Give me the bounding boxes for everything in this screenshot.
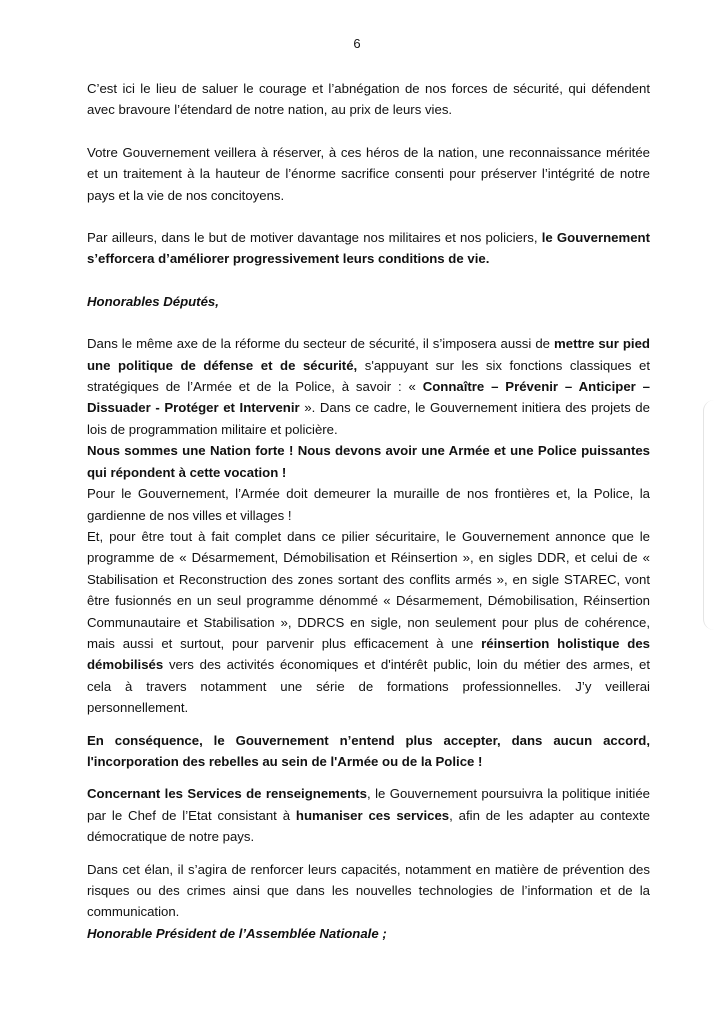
paragraph-living-conditions (87, 227, 650, 270)
paragraph-capacity-building: Dans cet élan, il s’agira de renforcer leurs capacités, notamment en matière de prévention des risques ou des crimes ainsi que dans les nouvelles technologies de l’information et de la communication. (87, 861, 650, 920)
document-body (87, 78, 650, 944)
paragraph-intelligence-services (87, 783, 650, 847)
paragraph-no-rebel-incorporation (87, 730, 650, 773)
heading-honorables-deputes (87, 291, 650, 312)
heading-text: Honorable Président de l’Assemblée Nationale ; (87, 925, 387, 941)
text-segment: , le Gouvernement poursuivra la politique initiée par le Chef de l’Etat consistant à (87, 786, 651, 823)
text-segment: vers des activités économiques et d'intérêt public, loin du métier des armes, et cela à travers notamment une série de formations professionnelles. J’y veillerai personnellement. (87, 657, 650, 716)
paragraph-heroes-recognition: Votre Gouvernement veillera à réserver, à ces héros de la nation, une reconnaissance méritée et un traitement à la hauteur de l’énorme sacrifice consenti pour préserver l’intégrité de notre pays et la vie de nos concitoyens. (87, 144, 650, 203)
bold-segment: le Gouvernement s’efforcera d’améliorer progressivement leurs conditions de vie. (87, 230, 650, 267)
paragraph-strong-nation (87, 440, 650, 483)
bold-segment: humaniser ces services (295, 807, 450, 823)
bold-segment: réinsertion holistique des démobilisés (87, 635, 650, 673)
paragraph-army-wall: Pour le Gouvernement, l’Armée doit demeurer la muraille de nos frontières et, la Police, la gardienne de nos villes et villages ! (87, 486, 650, 523)
bold-segment: Connaître – Prévenir – Anticiper – Dissuader - Protéger et Intervenir (87, 379, 650, 416)
page-edge-shadow (703, 400, 714, 630)
paragraph-ddrcs-program (87, 526, 650, 719)
text-segment: Par ailleurs, dans le but de motiver davantage nos militaires et nos policiers, (87, 230, 542, 246)
bold-segment: En conséquence, le Gouvernement n’entend plus accepter, dans aucun accord, l'incorporation des rebelles au sein de l'Armée ou de la Police ! (87, 732, 650, 769)
text-segment: ». Dans ce cadre, le Gouvernement initiera des projets de lois de programmation militaire et policière. (87, 400, 650, 437)
text-segment: Dans le même axe de la réforme du secteur de sécurité, il s’imposera aussi de (87, 336, 555, 352)
bold-segment: Nous sommes une Nation forte ! Nous devons avoir une Armée et une Police puissantes qui répondent à cette vocation ! (87, 443, 650, 480)
paragraph-forces-salute: C’est ici le lieu de saluer le courage et l’abnégation de nos forces de sécurité, qui défendent avec bravoure l’étendard de notre nation, au prix de leurs vies. (87, 81, 650, 118)
text-segment: , afin de les adapter au contexte démocratique de notre pays. (87, 807, 650, 845)
page-number: 6 (353, 36, 361, 51)
paragraph-defense-policy (87, 333, 650, 440)
text-segment: Et, pour être tout à fait complet dans ce pilier sécuritaire, le Gouvernement annonce que le programme de « Désarmement, Démobilisation et Réinsertion », en sigles DDR, et celui de « Stabilisation et Reconstruction des zones sortant des conflits armés », en sigle STAREC, vont être fusionnés en un seul programme dénommé « Désarmement, Démobilisation, Réinsertion Communautaire et Stabilisation », DDRCS en sigle, non seulement pour plus de cohérence, mais aussi et surtout, pour parvenir plus efficacement à une (87, 528, 650, 651)
bold-segment: mettre sur pied une politique de défense et de sécurité, (87, 336, 650, 373)
bold-segment: Concernant les Services de renseignements (87, 786, 368, 802)
heading-assembly-president (87, 923, 650, 944)
heading-text: Honorables Députés, (87, 293, 219, 309)
text-segment: s'appuyant sur les six fonctions classiques et stratégiques de l’Armée et de la Police, à savoir : « (87, 357, 650, 395)
